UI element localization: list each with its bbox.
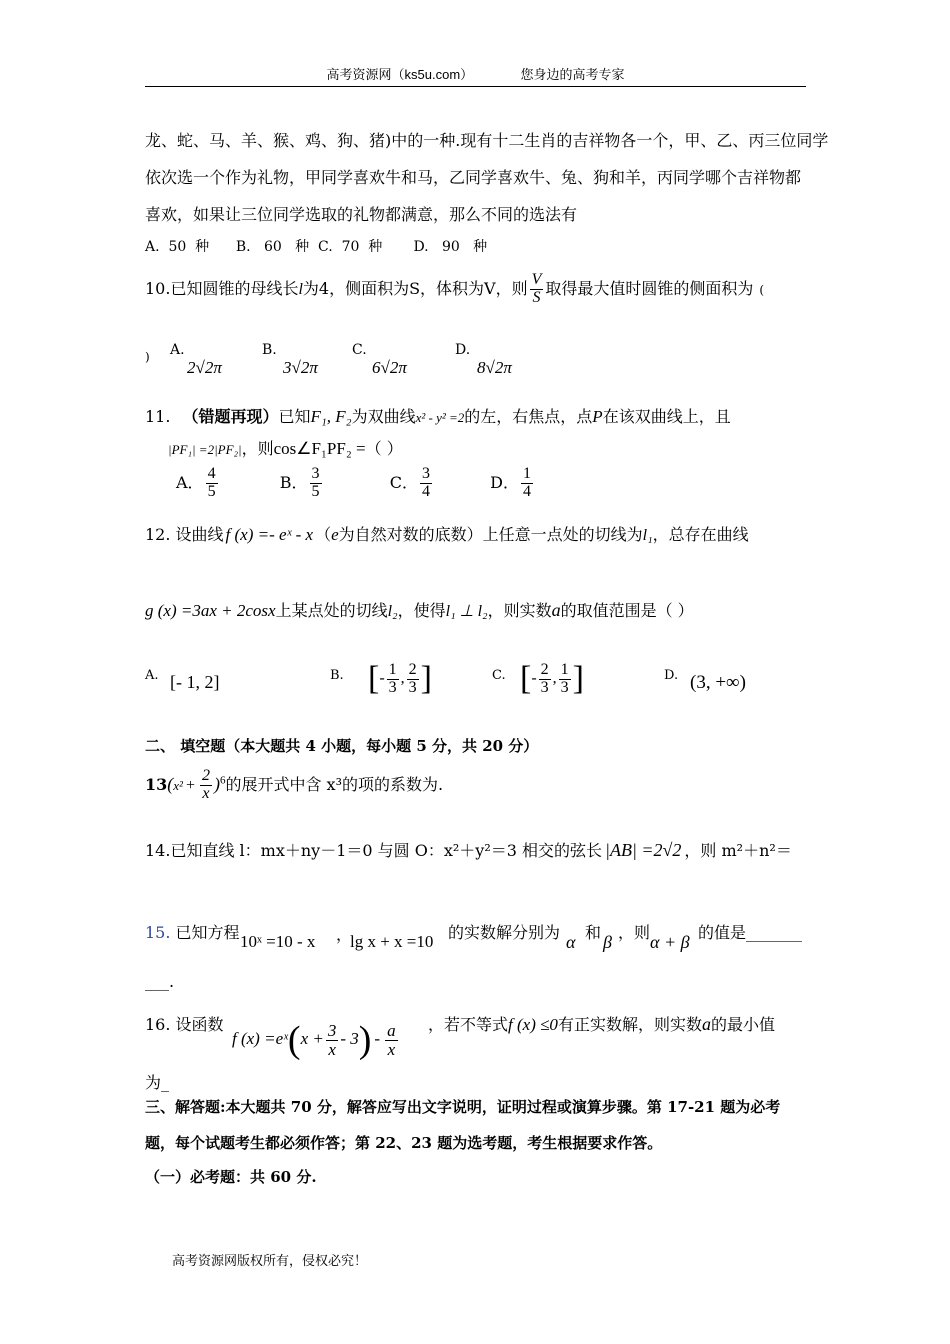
q10-opt-c-label: C. <box>352 342 367 358</box>
q14-ab: |AB| =2√2 <box>605 840 682 860</box>
q11-opt-c-label: C． <box>389 472 418 492</box>
q16-line1-b <box>428 1012 775 1035</box>
q11-text-a: 已知 <box>278 407 311 426</box>
q16-ineq: f (x) ≤0 <box>508 1015 558 1034</box>
q14-text-b: ，则 m²＋n²＝ <box>684 841 792 860</box>
q10-opt-c: 6√2π <box>372 358 407 377</box>
q11-var-p: P <box>592 407 603 426</box>
q15-line1 <box>145 920 240 943</box>
q12-text-g: 的取值范围是（ ） <box>560 601 694 620</box>
q16-text-b: ，若不等式 <box>428 1015 509 1034</box>
q16-frac2-den: x <box>387 1039 396 1059</box>
q11-opt-d-den: 4 <box>522 482 531 500</box>
q16-fx: f (x) =eˣ(x + $\frac{3}{x}$ - 3) - $\frac{a}{x}$ <box>232 1019 396 1061</box>
q12-stem-line1 <box>145 522 749 545</box>
q12-opt-b-label: B. <box>330 668 344 683</box>
q16-inner-b: - 3 <box>340 1028 359 1048</box>
q15-text-d: 的值是_______ <box>698 923 803 942</box>
q11-num: 11. <box>145 407 171 426</box>
q11-stem <box>145 404 731 427</box>
q16-text-c: 有正实数解，则实数 <box>557 1015 702 1034</box>
q13-plus: + <box>185 776 195 794</box>
q10-var-l: l <box>298 280 303 298</box>
q12-fx: f (x) =- eˣ - x <box>225 525 314 544</box>
section3-line1: 三、解答题:本大题共 70 分，解答应写出文字说明，证明过程或演算步骤。第 17-21 题为必考 <box>145 1098 781 1116</box>
q16-tail: 为_ <box>145 1073 170 1092</box>
q15-tail: ___. <box>145 972 175 991</box>
q11-opt-b-den: 5 <box>311 482 320 500</box>
q12-stem-line2 <box>145 598 694 621</box>
q15-eq1: 10ˣ =10 - x <box>240 932 316 951</box>
q10-frac-num: V <box>531 271 542 288</box>
q16-inner-a: x + <box>300 1028 324 1048</box>
q11-text-b: 为双曲线 <box>351 407 416 426</box>
q15-text-c: ，则 <box>618 923 651 942</box>
q12-perp: l₁ ⊥ l₂ <box>445 603 488 620</box>
q12-opt-b-n2: 2 <box>408 660 417 678</box>
q10-paren-open: ( <box>759 282 765 297</box>
q16-frac2 <box>385 1022 398 1059</box>
q12-opt-c-d1: 3 <box>540 678 549 696</box>
q10-opt-b: 3√2π <box>283 358 318 377</box>
q10-opt-b-label: B. <box>262 342 277 358</box>
q16-frac1-den: x <box>328 1039 336 1059</box>
section3-line2: 题，每个试题考生都必须作答；第 22、23 题为选考题，考生根据要求作答。 <box>145 1134 663 1152</box>
q10-text-b: 为4，侧面积为S，体积为V，则 <box>302 278 528 298</box>
q11-text-c: 的左，右焦点，点 <box>464 407 593 426</box>
q12-opt-b-n1: 1 <box>388 660 397 678</box>
q16-frac1 <box>326 1022 339 1059</box>
q12-var-e: e <box>331 525 339 544</box>
q11-foci: F₁, F₂ <box>310 407 352 426</box>
q9-line1: 龙、蛇、马、羊、猴、鸡、狗、猪)中的一种.现有十二生肖的吉祥物各一个，甲、乙、丙三位同学 <box>145 131 829 150</box>
q11-blank: （ ） <box>365 439 403 458</box>
q11-opt-c-den: 4 <box>421 482 430 500</box>
section3-sub: （一）必考题：共 60 分. <box>145 1168 317 1186</box>
q12-var-a: a <box>551 600 561 620</box>
q13-frac <box>200 768 212 803</box>
q12-opt-c-d2: 3 <box>560 678 569 696</box>
q13-frac-num: 2 <box>201 767 210 784</box>
q12-opt-c: [- $\frac{2}{3}$ , $\frac{1}{3}$ ] <box>520 660 584 697</box>
q12-l2: l₂ <box>387 603 398 620</box>
q11-opt-d <box>521 466 533 501</box>
q16-line1 <box>145 1012 224 1035</box>
q15-line1-b <box>448 920 560 943</box>
q10-text-a: 10.已知圆锥的母线长 <box>145 278 299 298</box>
q9-line3: 喜欢，如果让三位同学选取的礼物都满意，那么不同的选法有 <box>145 205 578 224</box>
q11-text-e: ，则 <box>241 439 274 458</box>
q10-opt-a-label: A. <box>170 342 185 358</box>
q11-opt-c-num: 3 <box>421 465 430 482</box>
q13-frac-den: x <box>202 784 210 802</box>
q11-opt-a-den: 5 <box>207 482 216 500</box>
q10-text-c: 取得最大值时圆锥的侧面积为 <box>545 278 754 298</box>
q12-text-f: ，则实数 <box>487 601 552 620</box>
q15-and: 和 <box>585 923 602 942</box>
q10-opt-a: 2√2π <box>187 358 222 377</box>
q12-paren: （ <box>315 525 332 544</box>
q12-text-b: 为自然对数的底数）上任意一点处的切线为 <box>338 525 643 544</box>
q11-opt-d-num: 1 <box>522 465 531 482</box>
q12-text-a: 12. 设曲线 <box>145 525 224 544</box>
q11-text-d: 在该双曲线上，且 <box>602 407 731 426</box>
q15-sum: α + β <box>650 932 690 952</box>
page-footer: 高考资源网版权所有，侵权必究！ <box>172 1254 368 1269</box>
q16-fx-text: f (x) =eˣ <box>232 1028 288 1048</box>
q11-eq: x² - y² =2 <box>415 410 465 425</box>
q13: 13(x² + $\frac{2}{x}$ )$^6$的展开式中含 x³的项的系数为. <box>145 767 444 802</box>
q12-opt-d-label: D. <box>664 668 679 683</box>
q16-var-a: a <box>701 1014 711 1034</box>
page-header <box>145 64 806 87</box>
q11-opt-b-label: B． <box>279 472 308 492</box>
q11-tag: （错题再现） <box>182 407 279 426</box>
q12-gx: g (x) =3ax + 2cosx <box>145 601 276 620</box>
q12-opt-b-d2: 3 <box>408 678 417 696</box>
q9-line2: 依次选一个作为礼物，甲同学喜欢牛和马，乙同学喜欢牛、兔、狗和羊，丙同学哪个吉祥物都 <box>145 168 802 187</box>
q12-opt-a-label: A. <box>145 668 159 683</box>
q11-cond-line <box>168 436 403 459</box>
q10-paren-close: ) <box>145 350 150 364</box>
q11-opt-b-num: 3 <box>311 465 320 482</box>
q15-eq2: lg x + x =10 <box>350 932 434 951</box>
header-slogan: 您身边的高考专家 <box>520 67 625 82</box>
q11-options <box>176 466 535 501</box>
q13-exp: 6 <box>219 774 226 787</box>
q14 <box>145 838 792 861</box>
q16-minus: - <box>374 1028 381 1048</box>
q12-opt-c-n1: 2 <box>540 660 549 678</box>
q10-stem <box>145 272 764 307</box>
q11-opt-c <box>420 466 432 501</box>
q12-opt-d: (3, +∞) <box>690 672 746 693</box>
q11-opt-d-label: D． <box>490 472 519 492</box>
q12-text-c: ，总存在曲线 <box>652 525 749 544</box>
q10-fraction <box>530 272 544 307</box>
section2-title: 二、 填空题（本大题共 4 小题，每小题 5 分，共 20 分） <box>145 737 539 755</box>
q11-opt-a-num: 4 <box>207 465 216 482</box>
q15-comma: ， <box>336 925 353 944</box>
q15-text-b: 的实数解分别为 <box>448 923 561 942</box>
q12-text-e: ，使得 <box>397 601 446 620</box>
q13-base: x² <box>173 777 183 793</box>
q12-opt-a: [- 1, 2] <box>170 672 220 692</box>
q12-opt-b: [- $\frac{1}{3}$ , $\frac{2}{3}$ ] <box>368 660 432 697</box>
q15-num: 15. <box>145 923 171 942</box>
q10-opt-d: 8√2π <box>477 358 512 377</box>
q11-opt-b <box>310 466 322 501</box>
q11-opt-a <box>206 466 218 501</box>
q15-text-a: 已知方程 <box>175 923 240 942</box>
q9-options: A. 50 种 B. 60 种 C. 70 种 D. 90 种 <box>145 239 488 255</box>
q16-text-a: 16. 设函数 <box>145 1015 224 1034</box>
q15-beta: β <box>603 932 612 952</box>
q12-text-d: 上某点处的切线 <box>275 601 388 620</box>
q12-l1: l₁ <box>642 527 653 544</box>
header-site: 高考资源网（ks5u.com） <box>326 67 474 82</box>
q11-cos: cos∠F₁PF₂ = <box>273 439 366 458</box>
q14-text-a: 14.已知直线 l：mx＋ny－1＝0 与圆 O：x²＋y²＝3 相交的弦长 <box>145 841 602 860</box>
q10-frac-den: S <box>532 288 541 306</box>
q16-frac2-num: a <box>387 1020 396 1040</box>
q12-opt-b-d1: 3 <box>388 678 397 696</box>
q12-opt-c-n2: 1 <box>560 660 569 678</box>
q11-cond: |PF₁| =2|PF₂| <box>168 442 242 457</box>
q15-alpha: α <box>566 932 576 952</box>
q16-text-d: 的最小值 <box>710 1015 775 1034</box>
q13-num: 13 <box>145 774 168 794</box>
q12-opt-c-label: C. <box>492 668 506 683</box>
q10-opt-d-label: D. <box>455 342 471 358</box>
q16-frac1-num: 3 <box>327 1020 337 1040</box>
q13-text: 的展开式中含 x³的项的系数为. <box>225 774 444 794</box>
q11-opt-a-label: A． <box>176 472 204 492</box>
